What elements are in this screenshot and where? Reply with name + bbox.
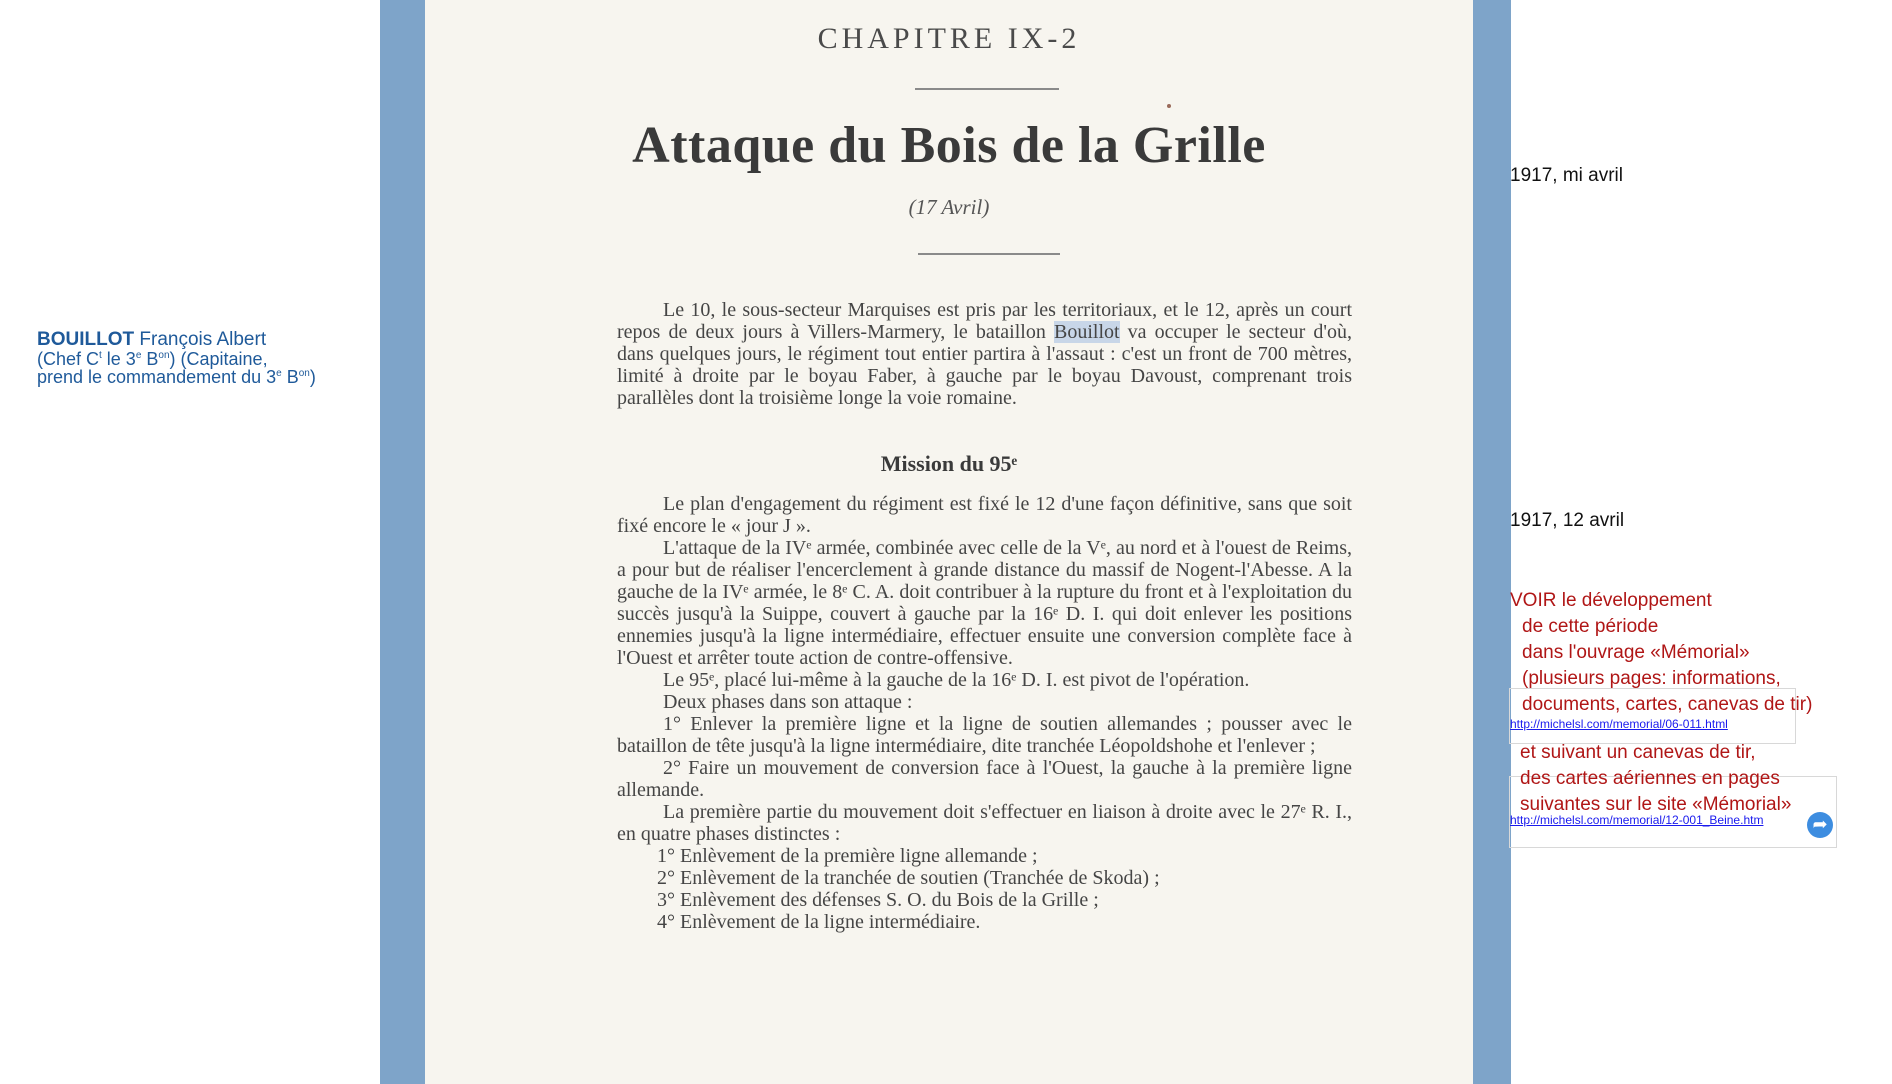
- memorial-link-12-001[interactable]: http://michelsl.com/memorial/12-001_Beine.htm: [1510, 813, 1764, 827]
- mission-text: [617, 493, 1352, 933]
- page-title: Attaque du Bois de la Grille: [632, 117, 1266, 174]
- divider-rule: [915, 88, 1059, 90]
- phase-list-item: 3° Enlèvement des défenses S. O. du Bois de la Grille ;: [657, 889, 1099, 911]
- person-annotation: [37, 330, 382, 386]
- phase-list-item: 2° Enlèvement de la tranchée de soutien (Tranchée de Skoda) ;: [657, 867, 1160, 889]
- highlighted-name: Bouillot: [1053, 321, 1120, 343]
- section-heading: Mission du 95ᵉ: [880, 451, 1018, 476]
- mission-paragraph: 2° Faire un mouvement de conversion face à l'Ouest, la gauche à la première ligne allemande.: [617, 757, 1352, 801]
- person-given-names: François Albert: [134, 329, 267, 350]
- scan-frame: [380, 0, 1511, 1084]
- person-surname: BOUILLOT: [37, 329, 135, 350]
- mission-paragraph: 1° Enlever la première ligne et la ligne de soutien allemandes ; pousser avec le bataillon de tête jusqu'à la ligne intermédiaire, dite tranchée Léopoldshohe et l'enlever ;: [617, 713, 1352, 757]
- see-also-line: de cette période: [1522, 616, 1659, 637]
- see-also-line: documents, cartes, canevas de tir): [1522, 694, 1813, 715]
- mission-paragraph: Le plan d'engagement du régiment est fixé le 12 d'une façon définitive, sans que soit fixé encore le « jour J ».: [617, 493, 1352, 537]
- phase-list-item: 4° Enlèvement de la ligne intermédiaire.: [657, 911, 981, 933]
- see-also-line: des cartes aériennes en pages: [1520, 768, 1780, 789]
- see-also-note: [1510, 588, 1890, 818]
- memorial-link-06-011[interactable]: http://michelsl.com/memorial/06-011.html: [1510, 717, 1728, 731]
- divider-rule: [918, 253, 1060, 255]
- ink-speck: [1167, 104, 1171, 108]
- see-also-line: suivantes sur le site «Mémorial»: [1520, 794, 1792, 815]
- page-date: (17 Avril): [908, 195, 990, 219]
- mission-paragraph: Deux phases dans son attaque :: [663, 691, 913, 713]
- date-note-mid-april: 1917, mi avril: [1510, 165, 1623, 186]
- mission-paragraph: La première partie du mouvement doit s'effectuer en liaison à droite avec le 27ᵉ R. I., en quatre phases distinctes :: [617, 801, 1352, 845]
- arrow-circle-icon[interactable]: ➦: [1807, 812, 1833, 838]
- person-name: [37, 330, 382, 350]
- person-rank-line: (Chef $C^t$ le 3e $B^{on}$) (Capitaine,: [37, 349, 268, 369]
- see-also-line: dans l'ouvrage «Mémorial»: [1522, 642, 1750, 663]
- scanned-page: [425, 0, 1473, 1084]
- see-also-line: et suivant un canevas de tir,: [1520, 742, 1756, 763]
- see-also-line: VOIR le développement: [1510, 590, 1712, 611]
- person-command-line: prend le commandement du 3e $B^{on}$): [37, 367, 316, 387]
- phase-list-item: 1° Enlèvement de la première ligne allemande ;: [657, 845, 1038, 867]
- see-also-line: (plusieurs pages: informations,: [1522, 668, 1781, 689]
- date-note-12-april: 1917, 12 avril: [1510, 510, 1625, 531]
- mission-paragraph: Le 95ᵉ, placé lui-même à la gauche de la 16ᵉ D. I. est pivot de l'opération.: [663, 669, 1250, 691]
- mission-paragraph: L'attaque de la IVᵉ armée, combinée avec celle de la Vᵉ, au nord et à l'ouest de Reims, a pour but de réaliser l'encerclement à grande distance du massif de Nogent-l'Abesse. A la gauche de la IVᵉ armée, le 8ᵉ C. A. doit contribuer à la rupture du front et à l'exploitation du succès jusqu'à la Suippe, couvert à gauche par la 16ᵉ D. I. qui doit enlever les positions ennemies jusqu'à la ligne intermédiaire, effectuer ensuite une conversion complète face à l'Ouest et arrêter toute action de contre-offensive.: [617, 537, 1352, 669]
- chapter-heading: CHAPITRE IX-2: [817, 22, 1081, 55]
- paragraph-intro: Le 10, le sous-secteur Marquises est pris par les territoriaux, et le 12, après un court repos de deux jours à Villers-Marmery, le bataillon Bouillot va occuper le secteur d'où, dans quelques jours, le régiment tout entier partira à l'assaut : c'est un front de 700 mètres, limité à droite par le boyau Faber, à gauche par le boyau Davoust, comprenant trois parallèles dont la troisième longe la voie romaine.: [617, 299, 1352, 409]
